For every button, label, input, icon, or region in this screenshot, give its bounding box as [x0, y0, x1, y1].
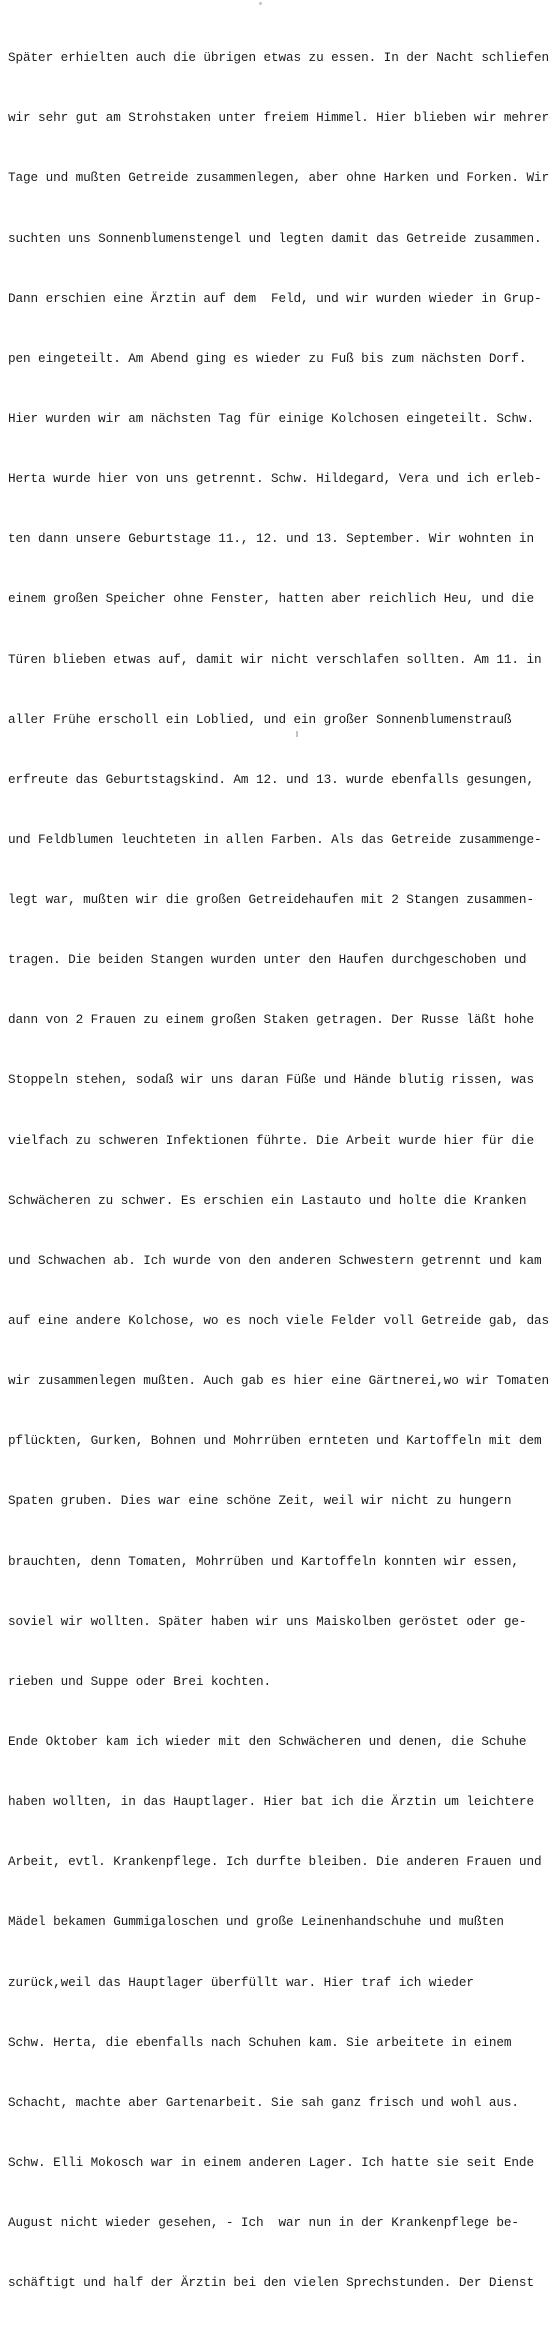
text-line: dann von 2 Frauen zu einem großen Staken getragen. Der Russe läßt hohe [8, 1012, 534, 1028]
text-line: Schacht, machte aber Gartenarbeit. Sie sah ganz frisch und wohl aus. [8, 2094, 519, 2110]
text-line: Herta wurde hier von uns getrennt. Schw. Hildegard, Vera und ich erleb- [8, 471, 542, 487]
text-line: vielfach zu schweren Infektionen führte. Die Arbeit wurde hier für die [8, 1132, 534, 1148]
scan-speck [259, 2, 262, 5]
text-line: Schw. Herta, die ebenfalls nach Schuhen kam. Sie arbeitete in einem [8, 2034, 512, 2050]
text-line: auf eine andere Kolchose, wo es noch viele Felder voll Getreide gab, das [8, 1313, 549, 1329]
text-line: zurück,weil das Hauptlager überfüllt war. Hier traf ich wieder [8, 1974, 474, 1990]
text-line: Schwächeren zu schwer. Es erschien ein Lastauto und holte die Kranken [8, 1192, 527, 1208]
typewritten-text [8, 8, 548, 2333]
text-line: Türen blieben etwas auf, damit wir nicht verschlafen sollten. Am 11. in [8, 651, 542, 667]
text-line: suchten uns Sonnenblumenstengel und legten damit das Getreide zusammen. [8, 230, 542, 246]
text-line: schäftigt und half der Ärztin bei den vielen Sprechstunden. Der Dienst [8, 2275, 534, 2291]
text-line: und Feldblumen leuchteten in allen Farben. Als das Getreide zusammenge- [8, 831, 542, 847]
text-line: legt war, mußten wir die großen Getreidehaufen mit 2 Stangen zusammen- [8, 892, 534, 908]
text-line: und Schwachen ab. Ich wurde von den anderen Schwestern getrennt und kam [8, 1252, 542, 1268]
text-line: Schw. Elli Mokosch war in einem anderen Lager. Ich hatte sie seit Ende [8, 2155, 534, 2171]
text-line: wir zusammenlegen mußten. Auch gab es hier eine Gärtnerei,wo wir Tomaten [8, 1373, 549, 1389]
text-line: Arbeit, evtl. Krankenpflege. Ich durfte bleiben. Die anderen Frauen und [8, 1854, 542, 1870]
text-line: tragen. Die beiden Stangen wurden unter den Haufen durchgeschoben und [8, 952, 527, 968]
text-line: ten dann unsere Geburtstage 11., 12. und 13. September. Wir wohnten in [8, 531, 534, 547]
text-line: haben wollten, in das Hauptlager. Hier bat ich die Ärztin um leichtere [8, 1794, 534, 1810]
text-line: Dann erschien eine Ärztin auf dem Feld, und wir wurden wieder in Grup- [8, 290, 542, 306]
text-line: aller Frühe erscholl ein Loblied, und ein großer Sonnenblumenstrauß [8, 711, 512, 727]
text-line: soviel wir wollten. Später haben wir uns Maiskolben geröstet oder ge- [8, 1613, 527, 1629]
text-line: wir sehr gut am Strohstaken unter freiem Himmel. Hier blieben wir mehrer [8, 110, 549, 126]
text-line: Ende Oktober kam ich wieder mit den Schwächeren und denen, die Schuhe [8, 1734, 527, 1750]
text-line: Stoppeln stehen, sodaß wir uns daran Füße und Hände blutig rissen, was [8, 1072, 534, 1088]
text-line: August nicht wieder gesehen, - Ich war nun in der Krankenpflege be- [8, 2215, 519, 2231]
scan-speck [296, 731, 298, 737]
text-line: einem großen Speicher ohne Fenster, hatten aber reichlich Heu, und die [8, 591, 534, 607]
text-line: erfreute das Geburtstagskind. Am 12. und 13. wurde ebenfalls gesungen, [8, 771, 534, 787]
text-line: rieben und Suppe oder Brei kochten. [8, 1673, 271, 1689]
text-line: Tage und mußten Getreide zusammenlegen, aber ohne Harken und Forken. Wir [8, 170, 549, 186]
text-line: pflückten, Gurken, Bohnen und Mohrrüben ernteten und Kartoffeln mit dem [8, 1433, 542, 1449]
text-line: Später erhielten auch die übrigen etwas zu essen. In der Nacht schliefen [8, 50, 549, 66]
text-line: pen eingeteilt. Am Abend ging es wieder zu Fuß bis zum nächsten Dorf. [8, 350, 527, 366]
text-line: Hier wurden wir am nächsten Tag für einige Kolchosen eingeteilt. Schw. [8, 410, 534, 426]
text-line: brauchten, denn Tomaten, Mohrrüben und Kartoffeln konnten wir essen, [8, 1553, 519, 1569]
text-line: Spaten gruben. Dies war eine schöne Zeit, weil wir nicht zu hungern [8, 1493, 512, 1509]
text-line: Mädel bekamen Gummigaloschen und große Leinenhandschuhe und mußten [8, 1914, 504, 1930]
